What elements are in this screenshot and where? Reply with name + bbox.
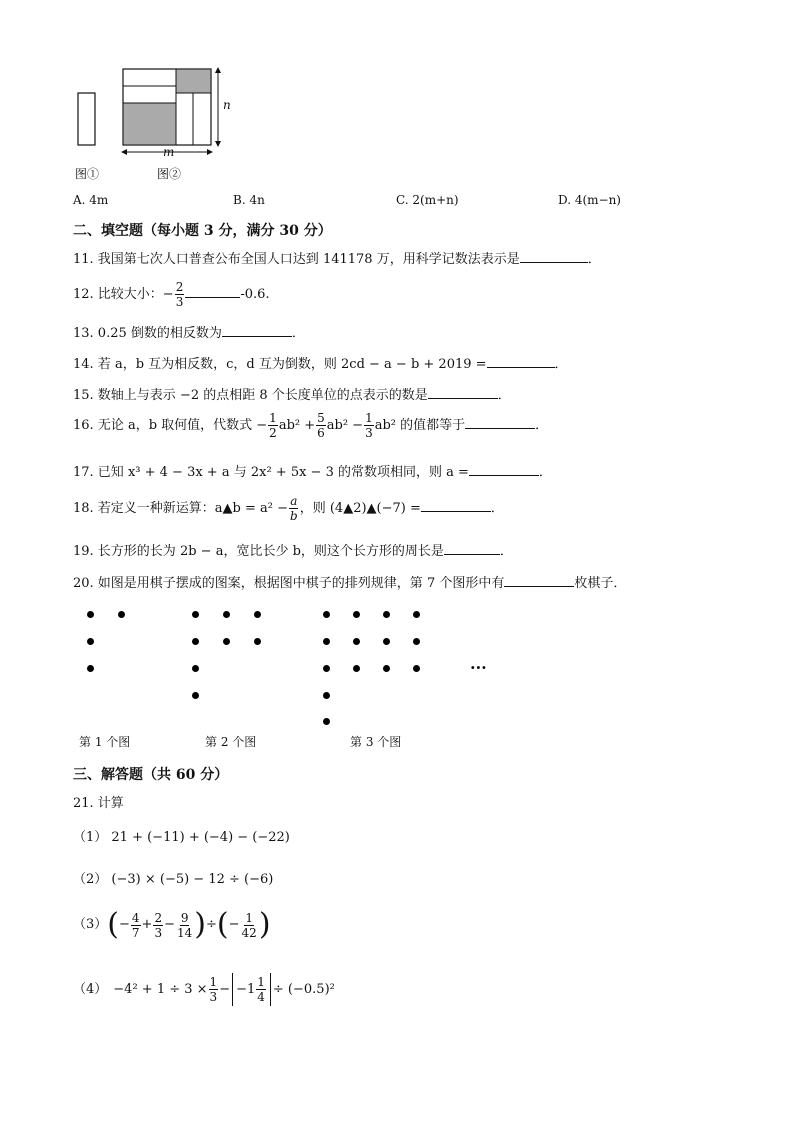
question-15: 15. 数轴上与表示 −2 的点相距 8 个长度单位的点表示的数是 ． (73, 384, 511, 405)
dot (87, 665, 94, 672)
dot (192, 692, 199, 699)
question-21-part-4: （4） −4² + 1 ÷ 3 × $\frac{1}{3}$ − −1 $\frac{1}{4}$ ÷ (−0.5)² (73, 975, 335, 1004)
dot (254, 611, 261, 618)
option-b: B. 4n (233, 193, 265, 207)
figure-caption-2: 第 2 个图 (205, 735, 257, 749)
figure1-small-rectangle (78, 93, 95, 145)
dot (87, 611, 94, 618)
dot (323, 692, 330, 699)
dot (254, 638, 261, 645)
option-a: A. 4m (73, 193, 109, 207)
dot (323, 665, 330, 672)
figure-caption-3: 第 3 个图 (350, 735, 402, 749)
dot (323, 718, 330, 725)
figure2-big-rectangle (123, 69, 211, 145)
question-21-part-1: （1） 21 + (−11) + (−4) − (−22) (73, 830, 290, 845)
question-21-title: 21. 计算 (73, 796, 124, 811)
question-14: 14. 若 a，b 互为相反数，c，d 互为倒数，则 2cd − a − b + 2019 = ． (73, 353, 568, 374)
dot (413, 638, 420, 645)
question-18: 18. 若定义一种新运算：a▲b = a² − $\frac{a}{b}$ ，则 (4▲2)▲(−7) = ． (73, 494, 504, 523)
dot (192, 611, 199, 618)
question-13: 13. 0.25 倒数的相反数为 ． (73, 322, 305, 343)
dimension-m-label: m (163, 145, 175, 159)
dot (223, 611, 230, 618)
dot (353, 638, 360, 645)
rectangle-figure (70, 62, 240, 162)
dot (383, 638, 390, 645)
question-21-part-3: （3） ( − $\frac{4}{7}$ + $\frac{2}{3}$ − $\frac{9}{14}$ ) ÷ ( − $\frac{1}{42}$ ) (73, 907, 271, 942)
section3-title: 三、解答题（共 60 分） (73, 767, 229, 783)
figure1-caption: 图① (75, 167, 100, 181)
dot (353, 611, 360, 618)
option-d: D. 4(m−n) (558, 193, 621, 207)
dot (118, 611, 125, 618)
question-20: 20. 如图是用棋子摆成的图案，根据图中棋子的排列规律，第 7 个图形中有 枚棋子． (73, 572, 626, 593)
dot (323, 638, 330, 645)
figure-caption-1: 第 1 个图 (79, 735, 131, 749)
question-21-part-2: （2） (−3) × (−5) − 12 ÷ (−6) (73, 872, 274, 887)
dot (87, 638, 94, 645)
question-16: 16. 无论 a，b 取何值，代数式 − $\frac{1}{2}$ ab² + $\frac{5}{6}$ ab² − $\frac{1}{3}$ ab² 的值都等于 ． (73, 411, 549, 440)
dot (192, 638, 199, 645)
question-19: 19. 长方形的长为 2b − a，宽比长少 b，则这个长方形的周长是 ． (73, 540, 513, 561)
dimension-n-label: n (223, 98, 231, 112)
dot (383, 665, 390, 672)
question-11: 11. 我国第七次人口普查公布全国人口达到 141178 万，用科学记数法表示是 ． (73, 248, 601, 269)
dot (223, 638, 230, 645)
ellipsis: ··· (470, 658, 487, 677)
dot (353, 665, 360, 672)
question-17: 17. 已知 x³ + 4 − 3x + a 与 2x² + 5x − 3 的常数项相同，则 a = ． (73, 461, 552, 482)
option-c: C. 2(m+n) (396, 193, 459, 207)
dot (383, 611, 390, 618)
section2-title: 二、填空题（每小题 3 分，满分 30 分） (73, 223, 332, 239)
dot (413, 665, 420, 672)
dot (192, 665, 199, 672)
dot (413, 611, 420, 618)
dot (323, 611, 330, 618)
figure2-caption: 图② (157, 167, 182, 181)
question-12: 12. 比较大小：− $\frac{2}{3}$ -0.6. (73, 280, 270, 309)
